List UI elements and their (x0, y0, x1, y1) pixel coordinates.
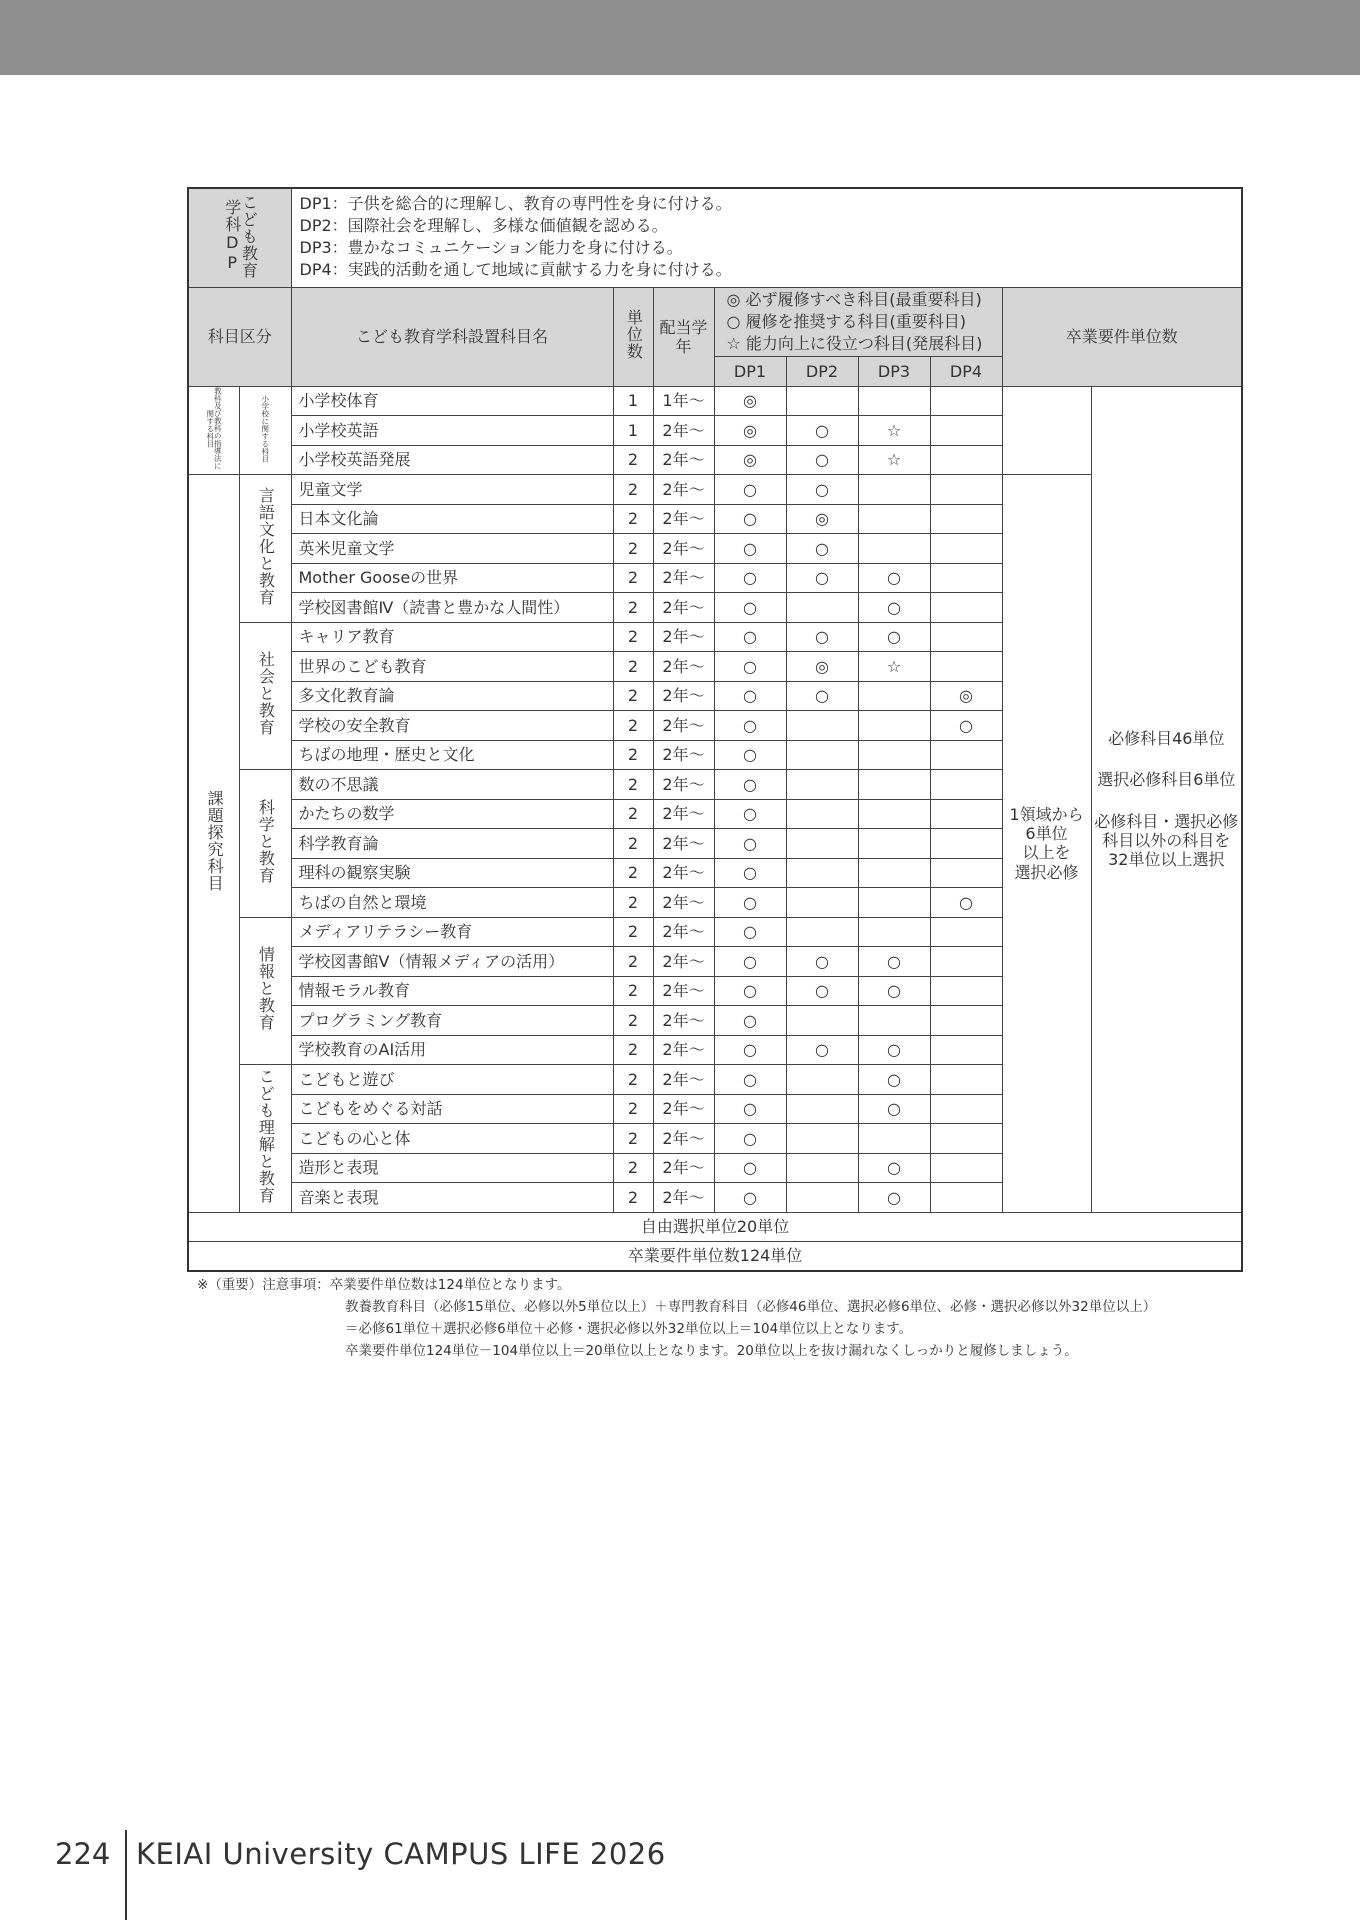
course-year: 2年～ (653, 917, 714, 947)
header-band (0, 0, 1360, 75)
dp2-mark (786, 770, 858, 800)
dp4-mark (930, 917, 1002, 947)
dp4-mark (930, 1006, 1002, 1036)
subgroup-cell (239, 475, 291, 623)
subgroup-label: 小学校に関する科目 (260, 394, 270, 463)
course-year: 2年～ (653, 976, 714, 1006)
course-credits: 1 (613, 416, 653, 446)
course-credits: 2 (613, 504, 653, 534)
dp1-mark: ○ (714, 917, 786, 947)
course-credits: 2 (613, 652, 653, 682)
dp4-mark (930, 445, 1002, 475)
dp4-mark (930, 534, 1002, 564)
dp3-mark (858, 534, 930, 564)
dp1-mark: ○ (714, 1006, 786, 1036)
note-line: ※（重要）注意事項：卒業要件単位数は124単位となります。 (197, 1277, 571, 1293)
group-label: 教科及び教科の指導法に関する科目 (205, 387, 223, 470)
course-year: 2年～ (653, 652, 714, 682)
course-name: 多文化教育論 (291, 681, 613, 711)
dp1-mark: ○ (714, 534, 786, 564)
dp3-mark: ○ (858, 563, 930, 593)
dp3-mark: ☆ (858, 445, 930, 475)
course-year: 2年～ (653, 947, 714, 977)
dp4-mark (930, 622, 1002, 652)
dp2-mark: ○ (786, 534, 858, 564)
dp1-mark: ○ (714, 888, 786, 918)
dp2-mark: ○ (786, 622, 858, 652)
subgroup-cell (239, 917, 291, 1065)
header-legend (714, 288, 1002, 357)
course-name: 科学教育論 (291, 829, 613, 859)
dp3-mark: ○ (858, 1065, 930, 1095)
selection-note-line: 選択必修 (1014, 862, 1079, 882)
course-name: キャリア教育 (291, 622, 613, 652)
note-line: 教養教育科目（必修15単位、必修以外5単位以上）＋専門教育科目（必修46単位、選択必修6単位、必修・選択必修以外32単位以上） (345, 1299, 1157, 1315)
course-name: 理科の観察実験 (291, 858, 613, 888)
dp2-mark: ◎ (786, 504, 858, 534)
dp2-mark (786, 711, 858, 741)
dp1-mark: ○ (714, 829, 786, 859)
dp1-mark: ○ (714, 1065, 786, 1095)
dp2-mark: ○ (786, 976, 858, 1006)
course-name: メディアリテラシー教育 (291, 917, 613, 947)
course-year: 2年～ (653, 858, 714, 888)
dp2-mark: ○ (786, 416, 858, 446)
dp1-mark: ◎ (714, 386, 786, 416)
dp2-mark (786, 799, 858, 829)
dp1-mark: ◎ (714, 416, 786, 446)
course-credits: 2 (613, 740, 653, 770)
requirement-line: 必修科目46単位 (1108, 729, 1225, 749)
selection-note-line: 6単位 (1025, 824, 1068, 844)
selection-note-line: 以上を (1022, 843, 1071, 863)
course-name: 数の不思議 (291, 770, 613, 800)
dp4-mark (930, 504, 1002, 534)
course-name: こどもと遊び (291, 1065, 613, 1095)
graduation-total: 卒業要件単位数124単位 (188, 1241, 1242, 1271)
header-credits: 単位数 (624, 309, 644, 361)
course-credits: 2 (613, 1006, 653, 1036)
course-year: 2年～ (653, 888, 714, 918)
header-course-name: こども教育学科設置科目名 (291, 288, 613, 387)
requirement-line: 選択必修科目6単位 (1097, 770, 1236, 790)
dp2-mark: ○ (786, 1035, 858, 1065)
free-elective-row (188, 1212, 1242, 1241)
dp4-mark (930, 1065, 1002, 1095)
course-name: 学校教育のAI活用 (291, 1035, 613, 1065)
dp2-mark (786, 858, 858, 888)
course-year: 1年～ (653, 386, 714, 416)
course-name: ちばの自然と環境 (291, 888, 613, 918)
dp3-mark: ○ (858, 1094, 930, 1124)
dp2-mark (786, 386, 858, 416)
curriculum-table (187, 187, 1243, 1272)
course-year: 2年～ (653, 416, 714, 446)
course-name: 英米児童文学 (291, 534, 613, 564)
dp1-mark: ○ (714, 622, 786, 652)
header-year: 配当学年 (653, 288, 714, 387)
course-name: こどもをめぐる対話 (291, 1094, 613, 1124)
header-row (188, 288, 1242, 357)
course-credits: 2 (613, 711, 653, 741)
subgroup-label: 情報と教育 (256, 946, 276, 1032)
dp3-mark (858, 711, 930, 741)
dp4-mark: ○ (930, 888, 1002, 918)
dp2-mark (786, 1006, 858, 1036)
course-credits: 2 (613, 1153, 653, 1183)
dp1-mark: ○ (714, 1035, 786, 1065)
dp4-mark (930, 563, 1002, 593)
course-year: 2年～ (653, 740, 714, 770)
dp2-mark: ◎ (786, 652, 858, 682)
course-year: 2年～ (653, 1065, 714, 1095)
subgroup-cell (239, 1065, 291, 1213)
course-name: 日本文化論 (291, 504, 613, 534)
course-year: 2年～ (653, 1094, 714, 1124)
dp4-mark (930, 386, 1002, 416)
dp4-mark: ◎ (930, 681, 1002, 711)
subgroup-cell (239, 770, 291, 918)
dp3-mark: ☆ (858, 652, 930, 682)
dp-statement: DP1：子供を総合的に理解し、教育の専門性を身に付ける。 (299, 194, 732, 213)
dp2-mark (786, 593, 858, 623)
subgroup-label: こども理解と教育 (256, 1068, 276, 1205)
course-credits: 2 (613, 593, 653, 623)
dp2-mark (786, 1183, 858, 1213)
course-year: 2年～ (653, 1006, 714, 1036)
requirement-line: 32単位以上選択 (1108, 849, 1225, 869)
dp1-mark: ○ (714, 740, 786, 770)
course-year: 2年～ (653, 504, 714, 534)
footer-divider (125, 1830, 127, 1920)
dp3-mark (858, 917, 930, 947)
dp-label-cell (188, 188, 291, 288)
dp1-mark: ○ (714, 858, 786, 888)
dp2-mark (786, 888, 858, 918)
dp4-mark (930, 829, 1002, 859)
course-credits: 2 (613, 976, 653, 1006)
dp1-mark: ○ (714, 976, 786, 1006)
dp2-mark (786, 1094, 858, 1124)
dp4-mark (930, 947, 1002, 977)
dp3-mark (858, 475, 930, 505)
course-credits: 2 (613, 445, 653, 475)
subgroup-cell (239, 386, 291, 475)
dp2-mark: ○ (786, 681, 858, 711)
dp4-mark (930, 799, 1002, 829)
note-line: 卒業要件単位124単位－104単位以上＝20単位以上となります。20単位以上を抜け漏れなくしっかりと履修しましょう。 (345, 1343, 1078, 1359)
course-year: 2年～ (653, 711, 714, 741)
dp3-mark (858, 504, 930, 534)
dp3-mark: ○ (858, 1035, 930, 1065)
dp2-mark (786, 829, 858, 859)
subgroup-label: 社会と教育 (256, 651, 276, 737)
group-cell (188, 475, 239, 1213)
dp1-mark: ○ (714, 1124, 786, 1154)
dp3-mark: ○ (858, 593, 930, 623)
group-label: 課題探究科目 (205, 790, 225, 893)
dp4-mark (930, 1124, 1002, 1154)
course-year: 2年～ (653, 563, 714, 593)
dp1-mark: ○ (714, 1153, 786, 1183)
course-name: 学校図書館Ⅳ（読書と豊かな人間性） (291, 593, 613, 623)
dp4-mark (930, 858, 1002, 888)
dp1-mark: ○ (714, 681, 786, 711)
course-name: 小学校英語 (291, 416, 613, 446)
course-credits: 2 (613, 770, 653, 800)
selection-note-cell (1002, 475, 1091, 1213)
subgroup-label: 言語文化と教育 (256, 486, 276, 606)
course-name: 児童文学 (291, 475, 613, 505)
dp3-mark: ○ (858, 976, 930, 1006)
course-year: 2年～ (653, 1124, 714, 1154)
course-credits: 2 (613, 475, 653, 505)
dp2-mark: ○ (786, 475, 858, 505)
course-credits: 2 (613, 947, 653, 977)
footer-title: KEIAI University CAMPUS LIFE 2026 (136, 1837, 666, 1871)
table-row (188, 475, 1242, 505)
header-dp1: DP1 (714, 357, 786, 387)
course-year: 2年～ (653, 1035, 714, 1065)
dp1-mark: ○ (714, 711, 786, 741)
dp-row (188, 188, 1242, 288)
course-rows (188, 386, 1242, 1212)
dp1-mark: ○ (714, 1094, 786, 1124)
header-credits-cell (613, 288, 653, 387)
header-dp4: DP4 (930, 357, 1002, 387)
course-credits: 2 (613, 534, 653, 564)
dp1-mark: ○ (714, 947, 786, 977)
header-dp2: DP2 (786, 357, 858, 387)
header-dp3: DP3 (858, 357, 930, 387)
dp4-mark (930, 416, 1002, 446)
dp2-mark (786, 1065, 858, 1095)
course-credits: 2 (613, 917, 653, 947)
course-name: 学校図書館Ⅴ（情報メディアの活用） (291, 947, 613, 977)
dp4-mark (930, 740, 1002, 770)
course-year: 2年～ (653, 681, 714, 711)
page-number: 224 (55, 1837, 111, 1871)
course-name: ちばの地理・歴史と文化 (291, 740, 613, 770)
dp2-mark: ○ (786, 563, 858, 593)
selection-blank (1002, 386, 1091, 475)
course-credits: 2 (613, 1065, 653, 1095)
course-year: 2年～ (653, 799, 714, 829)
requirement-line: 科目以外の科目を (1102, 830, 1231, 850)
course-year: 2年～ (653, 1153, 714, 1183)
dp3-mark (858, 829, 930, 859)
group-cell (188, 386, 239, 475)
legend-item: ◎ 必ず履修すべき科目(最重要科目) (726, 290, 982, 310)
dp1-mark: ○ (714, 475, 786, 505)
dp1-mark: ○ (714, 1183, 786, 1213)
course-name: 小学校英語発展 (291, 445, 613, 475)
course-name: 音楽と表現 (291, 1183, 613, 1213)
legend-item: ○ 履修を推奨する科目(重要科目) (726, 312, 967, 332)
course-year: 2年～ (653, 622, 714, 652)
dp2-mark: ○ (786, 947, 858, 977)
dp3-mark (858, 888, 930, 918)
course-credits: 2 (613, 1124, 653, 1154)
note-line: ＝必修61単位＋選択必修6単位＋必修・選択必修以外32単位以上＝104単位以上となります。 (345, 1321, 913, 1337)
dp3-mark: ○ (858, 947, 930, 977)
dp2-mark (786, 1124, 858, 1154)
course-year: 2年～ (653, 475, 714, 505)
course-name: 情報モラル教育 (291, 976, 613, 1006)
dp1-mark: ○ (714, 652, 786, 682)
course-name: プログラミング教育 (291, 1006, 613, 1036)
requirement-line: 必修科目・選択必修 (1094, 811, 1239, 831)
dp4-mark (930, 475, 1002, 505)
requirements-cell (1091, 386, 1242, 1212)
course-name: こどもの心と体 (291, 1124, 613, 1154)
dp3-mark (858, 1124, 930, 1154)
course-name: Mother Gooseの世界 (291, 563, 613, 593)
dp1-mark: ◎ (714, 445, 786, 475)
legend-item: ☆ 能力向上に役立つ科目(発展科目) (726, 334, 983, 354)
dp1-mark: ○ (714, 504, 786, 534)
dp-statement: DP4：実践的活動を通して地域に貢献する力を身に付ける。 (299, 260, 732, 279)
course-credits: 2 (613, 799, 653, 829)
course-year: 2年～ (653, 829, 714, 859)
dp2-mark (786, 1153, 858, 1183)
dp3-mark (858, 681, 930, 711)
course-year: 2年～ (653, 534, 714, 564)
dp1-mark: ○ (714, 593, 786, 623)
dp-label: こども教育学科DP (222, 193, 259, 279)
course-year: 2年～ (653, 1183, 714, 1213)
course-credits: 2 (613, 563, 653, 593)
course-credits: 2 (613, 888, 653, 918)
dp1-mark: ○ (714, 563, 786, 593)
course-name: かたちの数学 (291, 799, 613, 829)
dp2-mark: ○ (786, 445, 858, 475)
dp4-mark (930, 652, 1002, 682)
dp4-mark: ○ (930, 711, 1002, 741)
dp1-mark: ○ (714, 799, 786, 829)
dp4-mark (930, 1035, 1002, 1065)
dp2-mark (786, 917, 858, 947)
dp-statements (291, 188, 1242, 288)
dp4-mark (930, 1094, 1002, 1124)
dp3-mark (858, 858, 930, 888)
dp-statement: DP2：国際社会を理解し、多様な価値観を認める。 (299, 216, 668, 235)
course-credits: 2 (613, 858, 653, 888)
table-row (188, 386, 1242, 416)
course-credits: 1 (613, 386, 653, 416)
dp3-mark: ○ (858, 1183, 930, 1213)
dp3-mark (858, 386, 930, 416)
course-name: 造形と表現 (291, 1153, 613, 1183)
subgroup-cell (239, 622, 291, 770)
free-elective: 自由選択単位20単位 (188, 1212, 1242, 1241)
dp4-mark (930, 976, 1002, 1006)
dp4-mark (930, 1153, 1002, 1183)
dp4-mark (930, 593, 1002, 623)
dp3-mark: ○ (858, 1153, 930, 1183)
course-year: 2年～ (653, 770, 714, 800)
header-category: 科目区分 (188, 288, 291, 387)
course-credits: 2 (613, 1094, 653, 1124)
dp3-mark: ○ (858, 622, 930, 652)
dp3-mark (858, 799, 930, 829)
notes (197, 1274, 1257, 1362)
dp3-mark: ☆ (858, 416, 930, 446)
course-credits: 2 (613, 1183, 653, 1213)
dp2-mark (786, 740, 858, 770)
dp4-mark (930, 770, 1002, 800)
graduation-total-row (188, 1241, 1242, 1271)
subgroup-label: 科学と教育 (256, 798, 276, 884)
course-year: 2年～ (653, 445, 714, 475)
header-graduation: 卒業要件単位数 (1002, 288, 1242, 387)
dp1-mark: ○ (714, 770, 786, 800)
course-credits: 2 (613, 622, 653, 652)
course-name: 世界のこども教育 (291, 652, 613, 682)
course-name: 小学校体育 (291, 386, 613, 416)
course-year: 2年～ (653, 593, 714, 623)
course-name: 学校の安全教育 (291, 711, 613, 741)
dp3-mark (858, 740, 930, 770)
dp-statement: DP3：豊かなコミュニケーション能力を身に付ける。 (299, 238, 683, 257)
selection-note-line: 1領域から (1009, 805, 1084, 825)
course-credits: 2 (613, 681, 653, 711)
dp4-mark (930, 1183, 1002, 1213)
dp3-mark (858, 1006, 930, 1036)
course-credits: 2 (613, 829, 653, 859)
dp3-mark (858, 770, 930, 800)
course-credits: 2 (613, 1035, 653, 1065)
